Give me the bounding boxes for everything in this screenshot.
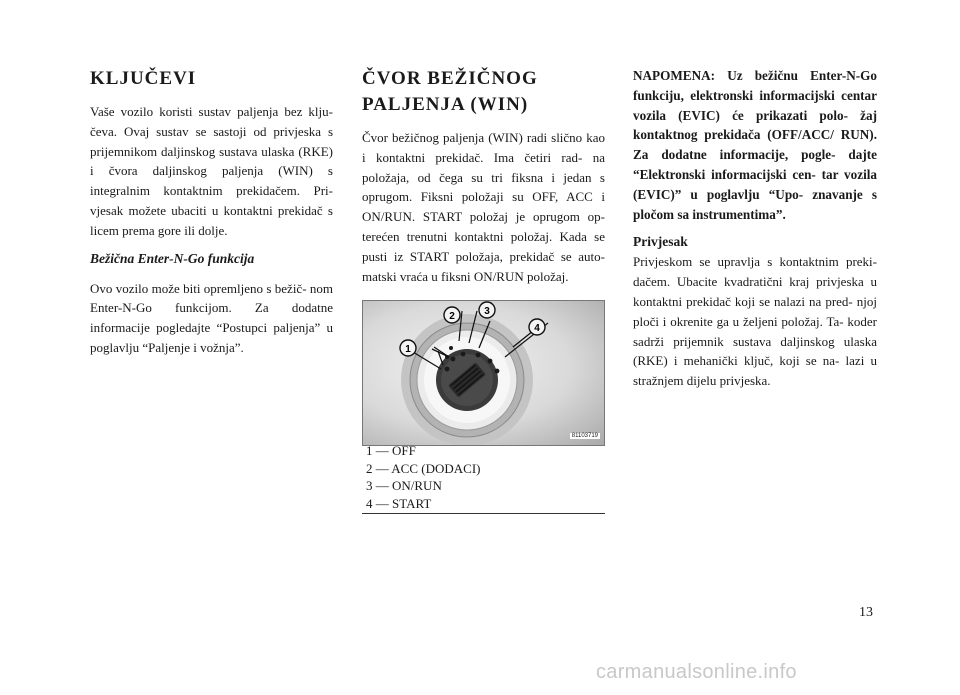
note-paragraph: NAPOMENA: Uz bežičnu Enter-N-Go funkciju, elektronski informacijski centar vozila (EVIC) će prikazati polo- žaj kontaktnog prekidača (OFF/ACC/ RUN). Za dodatne informacije, pogle- dajte “Elektronski informacijski cen- tar vozila (EVIC)” u poglavlju “Upo- znavanje s pločom sa instrumentima”. <box>633 68 877 222</box>
win-paragraph: Čvor bežičnog paljenja (WIN) radi slično kao i kontaktni prekidač. Ima četiri rad- na položaja, od čega su tri fiksna i jedan s oprugom. Fiksni položaji su OFF, ACC i ON/RUN. START položaj je oprugom op- terećen trenutni kontaktni položaj. Kada se pusti iz START položaja, prekidač se auto- matski vraća u fiksni ON/RUN položaj. <box>362 130 605 284</box>
fob-subheading: Privjesak <box>633 234 688 250</box>
callout-3-label: 3 <box>484 306 490 317</box>
figure-code: 81103719 <box>571 433 598 439</box>
column-fob <box>633 60 877 401</box>
callout-4-label: 4 <box>534 323 540 334</box>
watermark-text: carmanualsonline.info <box>596 661 797 683</box>
enter-n-go-paragraph: Ovo vozilo može biti opremljeno s bežič- nom Enter-N-Go funkcijom. Za dodatne informacije pogledajte “Postupci paljenja” u poglavlju “Paljenje i vožnja”. <box>90 280 333 355</box>
legend-item-acc: 2 — ACC (DODACI) <box>366 460 481 476</box>
keys-paragraph: Vaše vozilo koristi sustav paljenja bez klju- čeva. Ovaj sustav se sastoji od privjeska s prijemnikom daljinskog sustava ulaska (RKE) i čvora daljinskog paljenja (WIN) s integralnim kontaktnim prekidačem. Pri- vjesak možete ubaciti u kontaktni prekidač s licem prema gore ili dolje. <box>90 104 333 238</box>
legend-divider <box>362 513 605 514</box>
ignition-switch-illustration <box>363 301 605 446</box>
legend-item-start: 4 — START <box>366 495 432 511</box>
legend-item-off: 1 — OFF <box>366 443 416 458</box>
callout-2-label: 2 <box>449 311 455 322</box>
page-number: 13 <box>859 605 873 620</box>
fob-paragraph: Privjeskom se upravlja s kontaktnim preki- dačem. Ubacite kvadratični kraj privjeska u kontaktni prekidač koji se nalazi na pred- njoj ploči i okrenite ga u željeni položaj. Ta- koder sadrži prijemnik sustava daljinskog ulaska (RKE) i mehanički ključ, koji se na- lazi u stražnjem dijelu privjeska. <box>633 254 877 389</box>
section-heading-win: ČVOR BEŽIČNOG PALJENJA (WIN) <box>362 68 538 115</box>
legend-item-on-run: 3 — ON/RUN <box>366 478 442 493</box>
callout-1-label: 1 <box>405 344 411 355</box>
ignition-switch-figure <box>362 300 605 446</box>
section-heading-keys: KLJUČEVI <box>90 68 197 89</box>
wireless-enter-n-go-subheading: Bežična Enter-N-Go funkcija <box>90 250 255 266</box>
figure-legend <box>366 442 605 512</box>
column-win <box>362 60 605 296</box>
column-keys <box>90 60 333 368</box>
